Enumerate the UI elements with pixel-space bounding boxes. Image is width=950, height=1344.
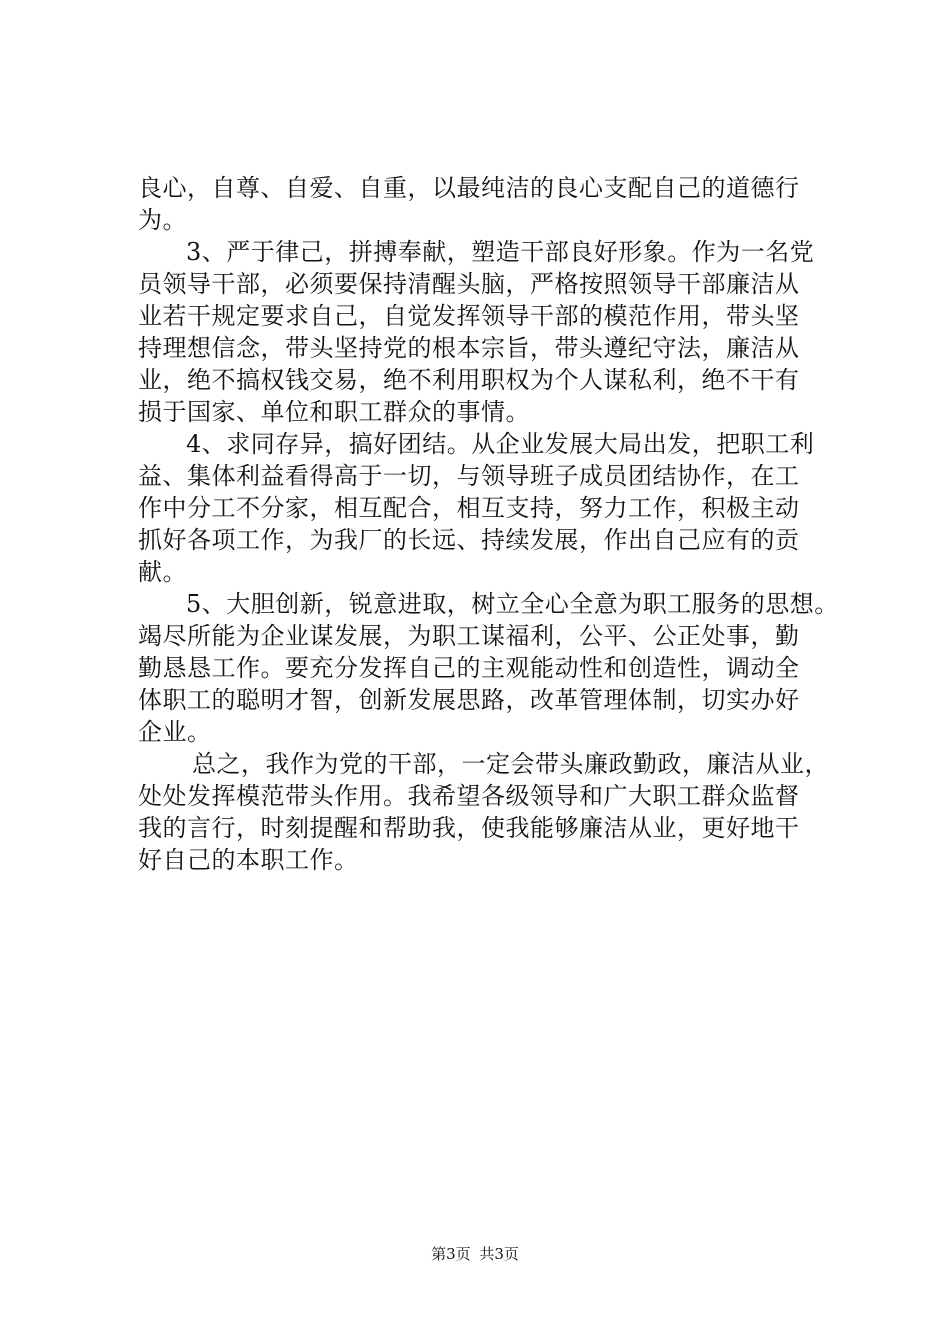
- paragraph-line: 益、集体利益看得高于一切，与领导班子成员团结协作，在工: [138, 462, 800, 490]
- paragraph-line: 员领导干部，必须要保持清醒头脑，严格按照领导干部廉洁从: [138, 270, 800, 298]
- paragraph-line: 3、严于律己，拼搏奉献，塑造干部良好形象。作为一名党: [186, 238, 815, 266]
- paragraph-line: 我的言行，时刻提醒和帮助我，使我能够廉洁从业，更好地干: [138, 814, 800, 842]
- page-footer: [0, 1244, 950, 1264]
- paragraph-line: 抓好各项工作，为我厂的长远、持续发展，作出自己应有的贡: [138, 526, 800, 554]
- paragraph-line: 体职工的聪明才智，创新发展思路，改革管理体制，切实办好: [138, 686, 800, 714]
- paragraph-line: 4、求同存异，搞好团结。从企业发展大局出发，把职工利: [186, 430, 815, 458]
- paragraph-line: 献。: [138, 558, 187, 586]
- paragraph-line: 企业。: [138, 718, 212, 746]
- paragraph-line: 5、大胆创新，锐意进取，树立全心全意为职工服务的思想。: [186, 590, 839, 618]
- document-body: [138, 172, 838, 876]
- paragraph-line: 持理想信念，带头坚持党的根本宗旨，带头遵纪守法，廉洁从: [138, 334, 800, 362]
- paragraph-line: 处处发挥模范带头作用。我希望各级领导和广大职工群众监督: [138, 782, 800, 810]
- page-number: 第3页: [431, 1245, 471, 1263]
- paragraph-line: 作中分工不分家，相互配合，相互支持，努力工作，积极主动: [138, 494, 800, 522]
- paragraph-line: 业，绝不搞权钱交易，绝不利用职权为个人谋私利，绝不干有: [138, 366, 800, 394]
- paragraph-line: 好自己的本职工作。: [138, 846, 359, 874]
- paragraph-line: 良心，自尊、自爱、自重，以最纯洁的良心支配自己的道德行: [138, 174, 800, 202]
- paragraph-line: 损于国家、单位和职工群众的事情。: [138, 398, 530, 426]
- paragraph-line: 总之，我作为党的干部，一定会带头廉政勤政，廉洁从业，: [192, 750, 829, 778]
- paragraph-line: 竭尽所能为企业谋发展，为职工谋福利，公平、公正处事，勤: [138, 622, 800, 650]
- paragraph-line: 为。: [138, 206, 187, 234]
- page-total: 共3页: [479, 1245, 519, 1263]
- paragraph-line: 勤恳恳工作。要充分发挥自己的主观能动性和创造性，调动全: [138, 654, 800, 682]
- paragraph-line: 业若干规定要求自己，自觉发挥领导干部的模范作用，带头坚: [138, 302, 800, 330]
